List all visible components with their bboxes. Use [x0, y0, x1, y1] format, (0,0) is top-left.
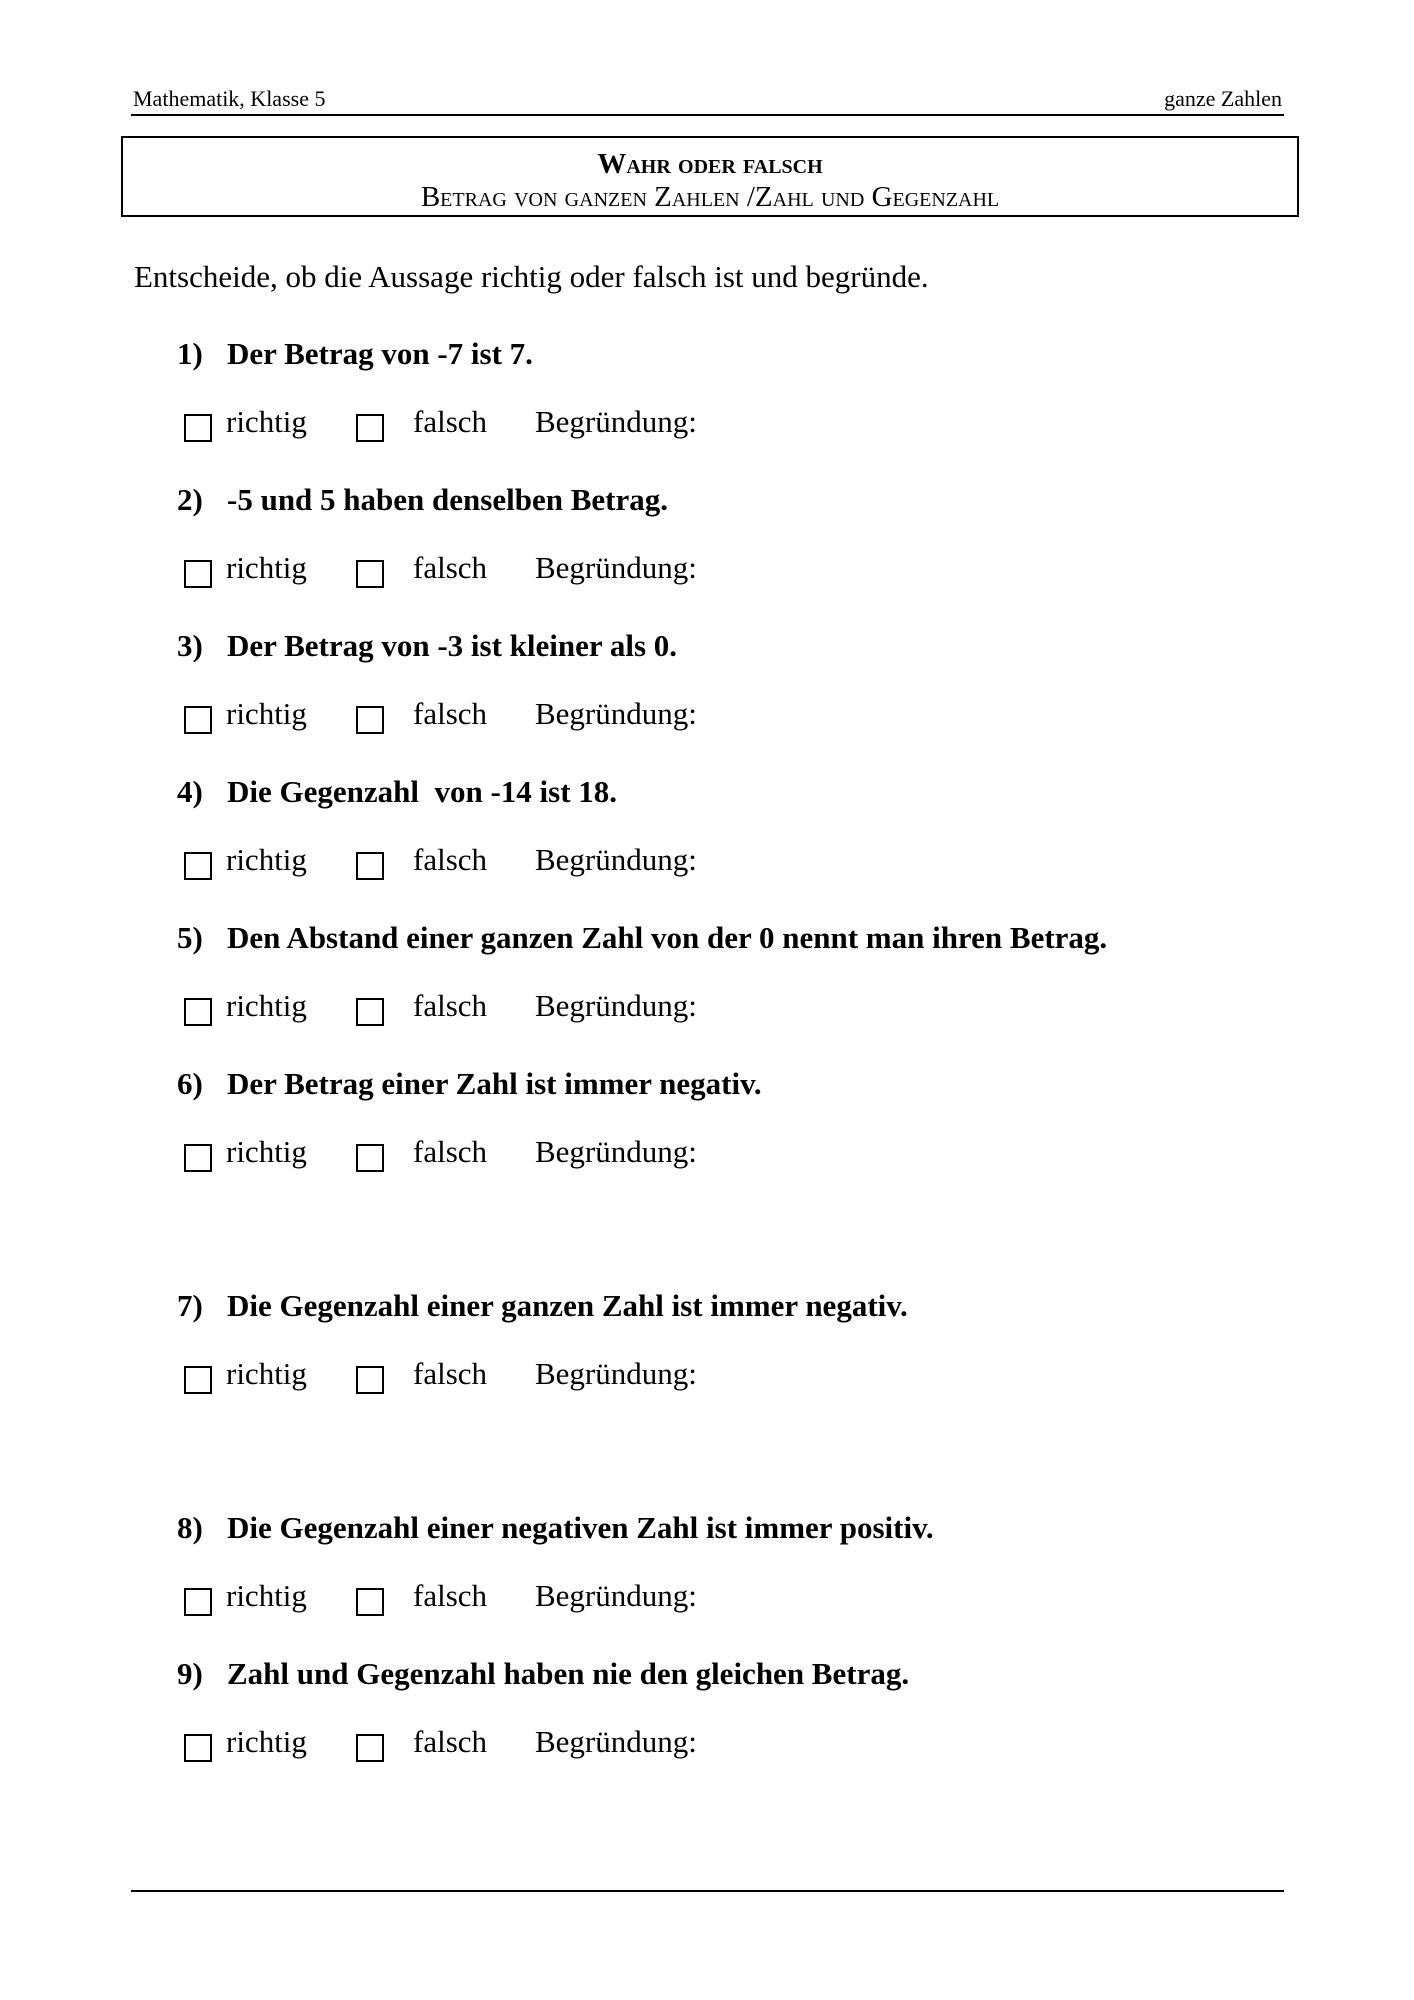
answer-row: [0, 404, 1414, 444]
richtig-label: richtig: [226, 696, 307, 731]
richtig-checkbox[interactable]: [184, 1144, 212, 1172]
task-text: Der Betrag einer Zahl ist immer negativ.: [227, 1066, 762, 1101]
answer-row: [0, 1134, 1414, 1174]
task-number: 3): [177, 628, 203, 663]
task-number: 1): [177, 336, 203, 371]
richtig-checkbox[interactable]: [184, 414, 212, 442]
page-header: [131, 84, 1284, 116]
falsch-checkbox[interactable]: [356, 560, 384, 588]
falsch-checkbox[interactable]: [356, 706, 384, 734]
task-number: 7): [177, 1288, 203, 1323]
richtig-label: richtig: [226, 988, 307, 1023]
richtig-checkbox[interactable]: [184, 1588, 212, 1616]
task-statement: [177, 1066, 762, 1102]
falsch-label: falsch: [413, 1724, 488, 1759]
begruendung-label: Begründung:: [535, 1356, 697, 1391]
falsch-label: falsch: [413, 1356, 488, 1391]
task-text: Die Gegenzahl einer ganzen Zahl ist immer negativ.: [227, 1288, 908, 1323]
falsch-label: falsch: [413, 988, 488, 1023]
answer-row: [0, 696, 1414, 736]
richtig-label: richtig: [226, 404, 307, 439]
falsch-label: falsch: [413, 404, 488, 439]
topic-label: ganze Zahlen: [1164, 86, 1282, 111]
task-number: 6): [177, 1066, 203, 1101]
answer-row: [0, 1356, 1414, 1396]
task-statement: [177, 1288, 908, 1324]
task-number: 5): [177, 920, 203, 955]
task-text: Der Betrag von -3 ist kleiner als 0.: [227, 628, 678, 663]
richtig-checkbox[interactable]: [184, 560, 212, 588]
task-statement: [177, 336, 533, 372]
task-statement: [177, 774, 617, 810]
task-text: Den Abstand einer ganzen Zahl von der 0 nennt man ihren Betrag.: [227, 920, 1108, 955]
falsch-checkbox[interactable]: [356, 1144, 384, 1172]
answer-row: [0, 842, 1414, 882]
answer-row: [0, 988, 1414, 1028]
falsch-checkbox[interactable]: [356, 998, 384, 1026]
richtig-label: richtig: [226, 842, 307, 877]
task-text: Die Gegenzahl einer negativen Zahl ist immer positiv.: [227, 1510, 934, 1545]
answer-row: [0, 550, 1414, 590]
richtig-checkbox[interactable]: [184, 1366, 212, 1394]
task-text: -5 und 5 haben denselben Betrag.: [227, 482, 668, 517]
falsch-checkbox[interactable]: [356, 1734, 384, 1762]
falsch-checkbox[interactable]: [356, 852, 384, 880]
richtig-label: richtig: [226, 1356, 307, 1391]
worksheet-subtitle: Betrag von ganzen Zahlen /Zahl und Gegenzahl: [420, 181, 1000, 213]
falsch-label: falsch: [413, 1578, 488, 1613]
begruendung-label: Begründung:: [535, 988, 697, 1023]
task-number: 2): [177, 482, 203, 517]
task-statement: [177, 1510, 934, 1546]
task-statement: [177, 482, 668, 518]
falsch-label: falsch: [413, 696, 488, 731]
task-statement: [177, 1656, 909, 1692]
falsch-label: falsch: [413, 842, 488, 877]
subject-label: Mathematik, Klasse 5: [133, 86, 326, 111]
richtig-label: richtig: [226, 1134, 307, 1169]
answer-row: [0, 1578, 1414, 1618]
richtig-label: richtig: [226, 1724, 307, 1759]
richtig-checkbox[interactable]: [184, 1734, 212, 1762]
begruendung-label: Begründung:: [535, 842, 697, 877]
task-statement: [177, 920, 1107, 956]
task-text: Der Betrag von -7 ist 7.: [227, 336, 533, 371]
richtig-checkbox[interactable]: [184, 998, 212, 1026]
begruendung-label: Begründung:: [535, 696, 697, 731]
falsch-label: falsch: [413, 550, 488, 585]
begruendung-label: Begründung:: [535, 1724, 697, 1759]
footer-divider: [131, 1890, 1284, 1892]
falsch-checkbox[interactable]: [356, 1588, 384, 1616]
falsch-label: falsch: [413, 1134, 488, 1169]
begruendung-label: Begründung:: [535, 1134, 697, 1169]
task-statement: [177, 628, 677, 664]
task-text: Die Gegenzahl von -14 ist 18.: [227, 774, 618, 809]
task-number: 8): [177, 1510, 203, 1545]
instructions: Entscheide, ob die Aussage richtig oder falsch ist und begründe.: [134, 259, 929, 294]
task-number: 4): [177, 774, 203, 809]
worksheet-title: Wahr oder falsch: [597, 148, 823, 180]
falsch-checkbox[interactable]: [356, 1366, 384, 1394]
richtig-checkbox[interactable]: [184, 706, 212, 734]
richtig-label: richtig: [226, 1578, 307, 1613]
title-box: [121, 136, 1299, 217]
richtig-checkbox[interactable]: [184, 852, 212, 880]
begruendung-label: Begründung:: [535, 550, 697, 585]
begruendung-label: Begründung:: [535, 1578, 697, 1613]
answer-row: [0, 1724, 1414, 1764]
falsch-checkbox[interactable]: [356, 414, 384, 442]
richtig-label: richtig: [226, 550, 307, 585]
task-text: Zahl und Gegenzahl haben nie den gleichen Betrag.: [227, 1656, 910, 1691]
begruendung-label: Begründung:: [535, 404, 697, 439]
task-number: 9): [177, 1656, 203, 1691]
